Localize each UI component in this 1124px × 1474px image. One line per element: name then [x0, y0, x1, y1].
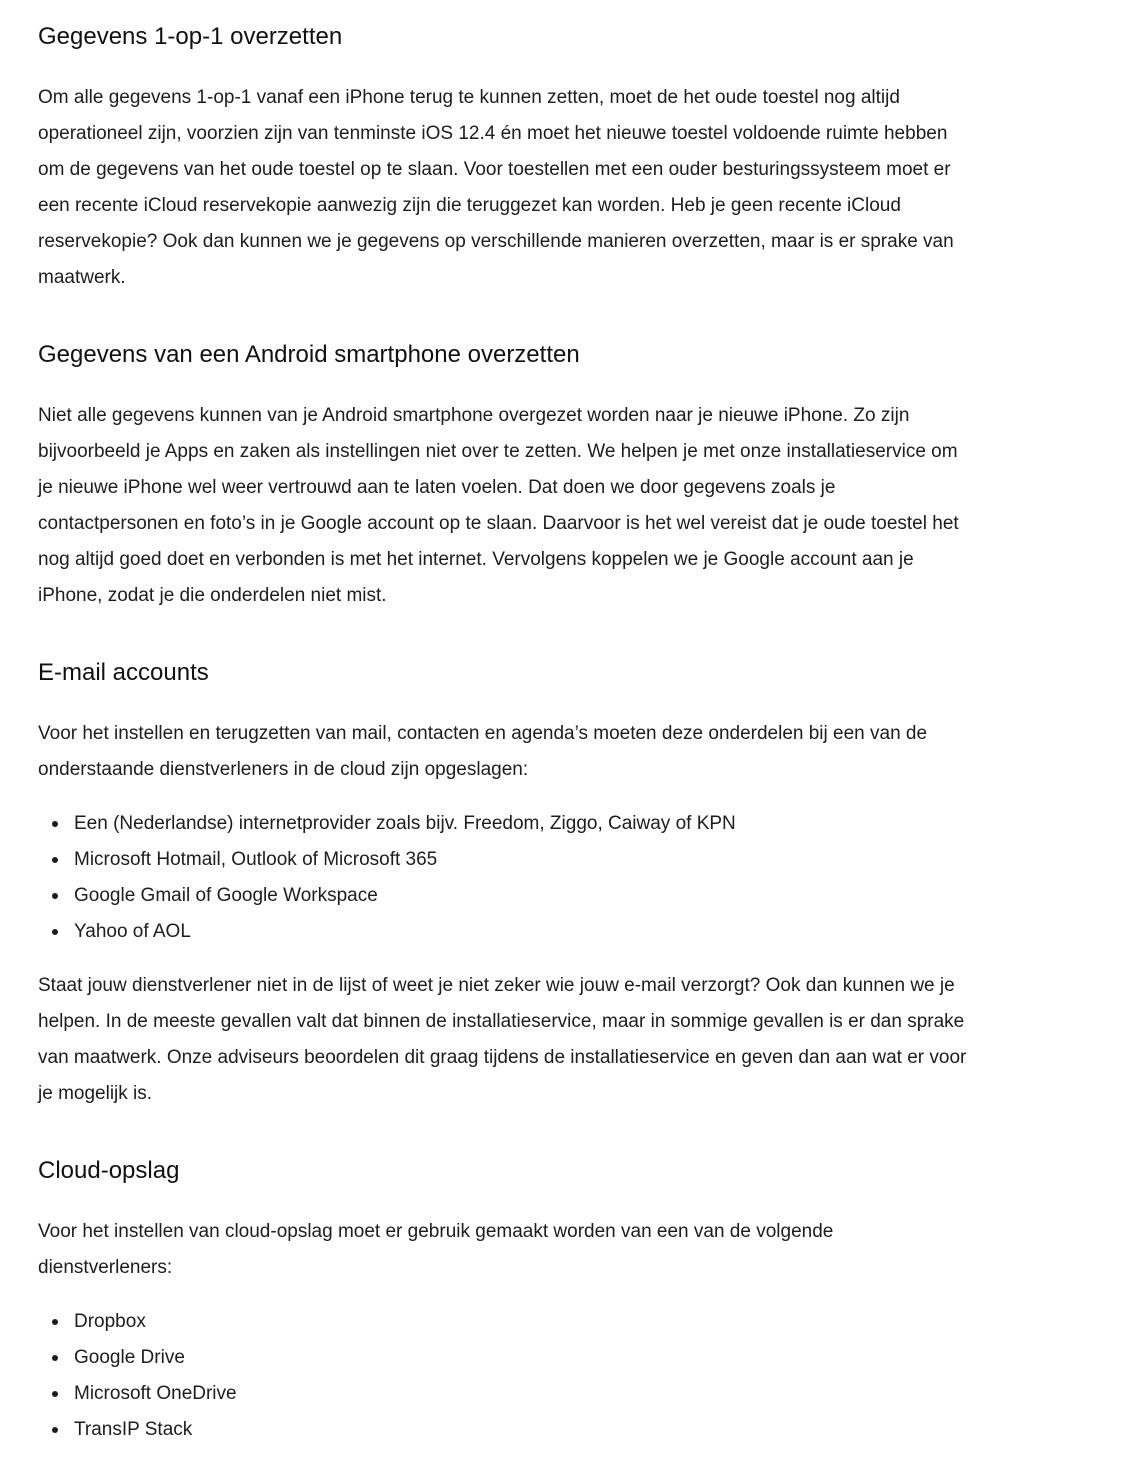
bullet-icon [52, 857, 58, 863]
list-item-label: Google Gmail of Google Workspace [74, 885, 378, 906]
text-line: Niet alle gegevens kunnen van je Android smartphone overgezet worden naar je nieuwe iPhone. Zo zijn [38, 405, 910, 426]
paragraph-android-overzetten [38, 398, 959, 614]
paragraph-email-outro [38, 968, 966, 1112]
bullet-icon [52, 1319, 58, 1325]
paragraph-email-intro [38, 716, 927, 788]
bullet-icon [52, 1355, 58, 1361]
list-item [38, 806, 736, 842]
paragraph-cloud-intro [38, 1214, 833, 1286]
bullet-icon [52, 1427, 58, 1433]
heading-cloud-opslag: Cloud-opslag [38, 1157, 180, 1184]
heading-android-overzetten: Gegevens van een Android smartphone overzetten [38, 341, 580, 368]
bullet-icon [52, 893, 58, 899]
list-item [38, 1412, 237, 1448]
text-line: operationeel zijn, voorzien zijn van tenminste iOS 12.4 én moet het nieuwe toestel voldoende ruimte hebben [38, 123, 948, 144]
text-line: Staat jouw dienstverlener niet in de lijst of weet je niet zeker wie jouw e-mail verzorgt? Ook dan kunnen we je [38, 975, 955, 996]
list-item-label: Een (Nederlandse) internetprovider zoals bijv. Freedom, Ziggo, Caiway of KPN [74, 813, 736, 834]
cloud-provider-list [38, 1304, 237, 1448]
text-line: nog altijd goed doet en verbonden is met het internet. Vervolgens koppelen we je Google account aan je [38, 549, 914, 570]
list-item-label: Google Drive [74, 1347, 185, 1368]
list-item [38, 842, 736, 878]
text-line: contactpersonen en foto’s in je Google account op te slaan. Daarvoor is het wel vereist dat je oude toestel het [38, 513, 959, 534]
list-item-label: Microsoft OneDrive [74, 1383, 237, 1404]
text-line: maatwerk. [38, 267, 126, 288]
text-line: Voor het instellen en terugzetten van mail, contacten en agenda’s moeten deze onderdelen bij een van de [38, 723, 928, 744]
list-item [38, 878, 736, 914]
text-line: bijvoorbeeld je Apps en zaken als instellingen niet over te zetten. We helpen je met onze installatieservice om [38, 441, 958, 462]
text-line: iPhone, zodat je die onderdelen niet mist. [38, 585, 387, 606]
text-line: dienstverleners: [38, 1257, 173, 1278]
text-line: je nieuwe iPhone wel weer vertrouwd aan te laten voelen. Dat doen we door gegevens zoals je [38, 477, 836, 498]
text-line: je mogelijk is. [38, 1083, 153, 1104]
list-item-label: TransIP Stack [74, 1419, 193, 1440]
text-line: helpen. In de meeste gevallen valt dat binnen de installatieservice, maar in sommige gevallen is er dan sprake [38, 1011, 965, 1032]
paragraph-gegevens-1-op-1 [38, 80, 954, 296]
text-line: een recente iCloud reservekopie aanwezig zijn die teruggezet kan worden. Heb je geen recente iCloud [38, 195, 901, 216]
bullet-icon [52, 821, 58, 827]
text-line: onderstaande dienstverleners in de cloud zijn opgeslagen: [38, 759, 529, 780]
text-line: reservekopie? Ook dan kunnen we je gegevens op verschillende manieren overzetten, maar is er sprake van [38, 231, 954, 252]
bullet-icon [52, 929, 58, 935]
text-line: om de gegevens van het oude toestel op te slaan. Voor toestellen met een ouder besturingssysteem moet er [38, 159, 951, 180]
text-line: Om alle gegevens 1-op-1 vanaf een iPhone terug te kunnen zetten, moet de het oude toestel nog altijd [38, 87, 900, 108]
list-item-label: Dropbox [74, 1311, 146, 1332]
list-item-label: Yahoo of AOL [74, 921, 191, 942]
heading-gegevens-1-op-1: Gegevens 1-op-1 overzetten [38, 23, 343, 50]
text-line: van maatwerk. Onze adviseurs beoordelen dit graag tijdens de installatieservice en geven dan aan wat er voor [38, 1047, 967, 1068]
email-provider-list [38, 806, 736, 950]
list-item [38, 1340, 237, 1376]
list-item [38, 1376, 237, 1412]
list-item [38, 914, 736, 950]
heading-email-accounts: E-mail accounts [38, 659, 209, 686]
list-item [38, 1304, 237, 1340]
text-line: Voor het instellen van cloud-opslag moet er gebruik gemaakt worden van een van de volgende [38, 1221, 834, 1242]
list-item-label: Microsoft Hotmail, Outlook of Microsoft 365 [74, 849, 438, 870]
bullet-icon [52, 1391, 58, 1397]
